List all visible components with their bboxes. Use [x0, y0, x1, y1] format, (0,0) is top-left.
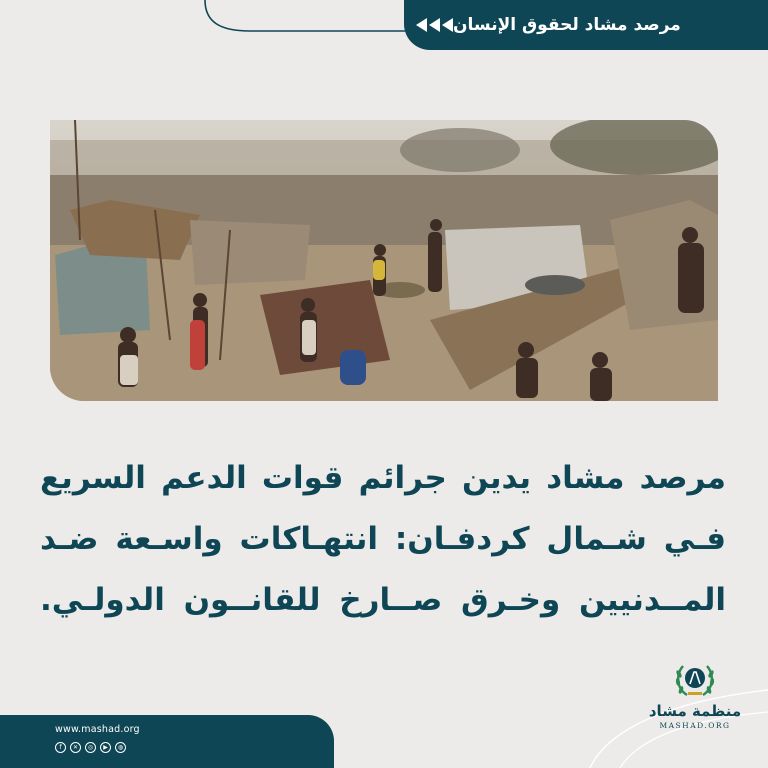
headline-line: مرصد مشاد يدين جرائم قوات الدعم السريع [40, 460, 726, 496]
laurel-emblem-icon [673, 660, 717, 700]
header-banner [404, 0, 768, 50]
globe-icon[interactable]: ◍ [115, 742, 126, 753]
organization-logo [640, 660, 750, 730]
x-icon[interactable]: ✕ [70, 742, 81, 753]
headline-line: فـي شـمال كردفـان: انتهـاكات واسـعة ضـد [40, 521, 726, 557]
footer-bar [0, 715, 334, 768]
youtube-icon[interactable]: ▶ [100, 742, 111, 753]
displaced-people-camp-photo [50, 120, 718, 401]
instagram-icon[interactable]: ◎ [85, 742, 96, 753]
logo-name-arabic: منظمة مشاد [648, 702, 742, 720]
headline [40, 448, 726, 631]
facebook-icon[interactable]: f [55, 742, 66, 753]
website-link[interactable]: www.mashad.org [55, 724, 140, 735]
header-title: مرصد مشاد لحقوق الإنسان [453, 15, 681, 35]
social-links [55, 742, 126, 753]
triple-arrow-icon [414, 18, 453, 32]
logo-name-english: MASHAD.ORG [659, 721, 731, 730]
headline-line: المــدنيين وخـرق صــارخ للقانــون الدولـي. [40, 582, 726, 618]
